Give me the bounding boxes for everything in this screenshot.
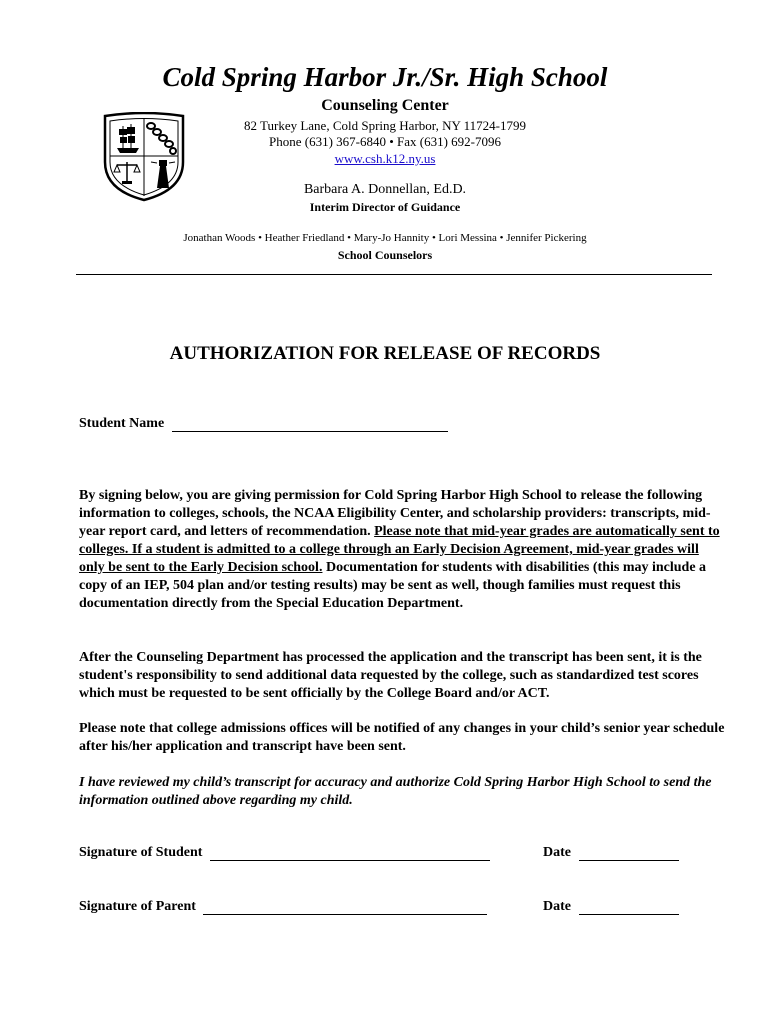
admissions-notice-paragraph: Please note that college admissions offices will be notified of any changes in your child’s senior year schedule after his/her application and transcript have been sent. (79, 721, 725, 754)
student-signature-field[interactable] (210, 846, 490, 861)
school-phone-fax: Phone (631) 367-6840 • Fax (631) 692-7096 (268, 134, 502, 149)
parent-date-field[interactable] (579, 900, 679, 915)
school-address: 82 Turkey Lane, Cold Spring Harbor, NY 11724-1799 (244, 118, 526, 133)
counselor-names: Jonathan Woods • Heather Friedland • Mary-Jo Hannity • Lori Messina • Jennifer Pickering (183, 232, 587, 244)
student-date-field[interactable] (579, 846, 679, 861)
student-name-label: Student Name (79, 416, 165, 431)
header-divider (76, 274, 712, 275)
form-title: AUTHORIZATION FOR RELEASE OF RECORDS (169, 343, 601, 364)
student-signature-label: Signature of Student (79, 845, 203, 860)
director-name: Barbara A. Donnellan, Ed.D. (303, 182, 467, 197)
director-title: Interim Director of Guidance (309, 200, 461, 214)
student-responsibility-paragraph: After the Counseling Department has processed the application and the transcript has been sent, it is the student's responsibility to send additional data requested by the college, such as standardized test scores which must be requested to be sent officially by the College Board and/or ACT. (79, 650, 702, 701)
parent-date-row (543, 899, 679, 915)
student-signature-row (79, 845, 490, 861)
parent-date-label: Date (543, 899, 571, 914)
parent-authorization-statement: I have reviewed my child’s transcript for accuracy and authorize Cold Spring Harbor High School to send the information outlined above regarding my child. (79, 775, 712, 808)
permission-paragraph (79, 487, 727, 613)
parent-signature-field[interactable] (203, 900, 487, 915)
school-crest-logo (101, 112, 187, 202)
counselors-title: School Counselors (337, 248, 433, 262)
student-date-label: Date (543, 845, 571, 860)
mid-year-grades-note: Please note that mid-year grades are automatically sent to colleges. If a student is admitted to a college through an Early Decision Agreement, mid-year grades will only be sent to the Early Decision school. (79, 524, 720, 575)
disability-documentation-text: Documentation for students with disabilities (this may include a copy of an IEP, 504 plan and/or testing results) may be sent as well, though families must request this documentation directly from the Special Education Department. (79, 560, 707, 611)
parent-signature-row (79, 899, 487, 915)
student-date-row (543, 845, 679, 861)
department-name: Counseling Center (321, 97, 449, 114)
student-name-field[interactable] (172, 417, 448, 432)
parent-signature-label: Signature of Parent (79, 899, 196, 914)
permission-text: By signing below, you are giving permission for Cold Spring Harbor High School to release the following information to colleges, schools, the NCAA Eligibility Center, and scholarship providers: transcripts, mid-year report card, and letters of recommendation. (79, 488, 711, 539)
school-name: Cold Spring Harbor Jr./Sr. High School (162, 62, 608, 92)
student-name-row (79, 416, 448, 432)
school-website-link[interactable]: www.csh.k12.ny.us (334, 151, 436, 166)
